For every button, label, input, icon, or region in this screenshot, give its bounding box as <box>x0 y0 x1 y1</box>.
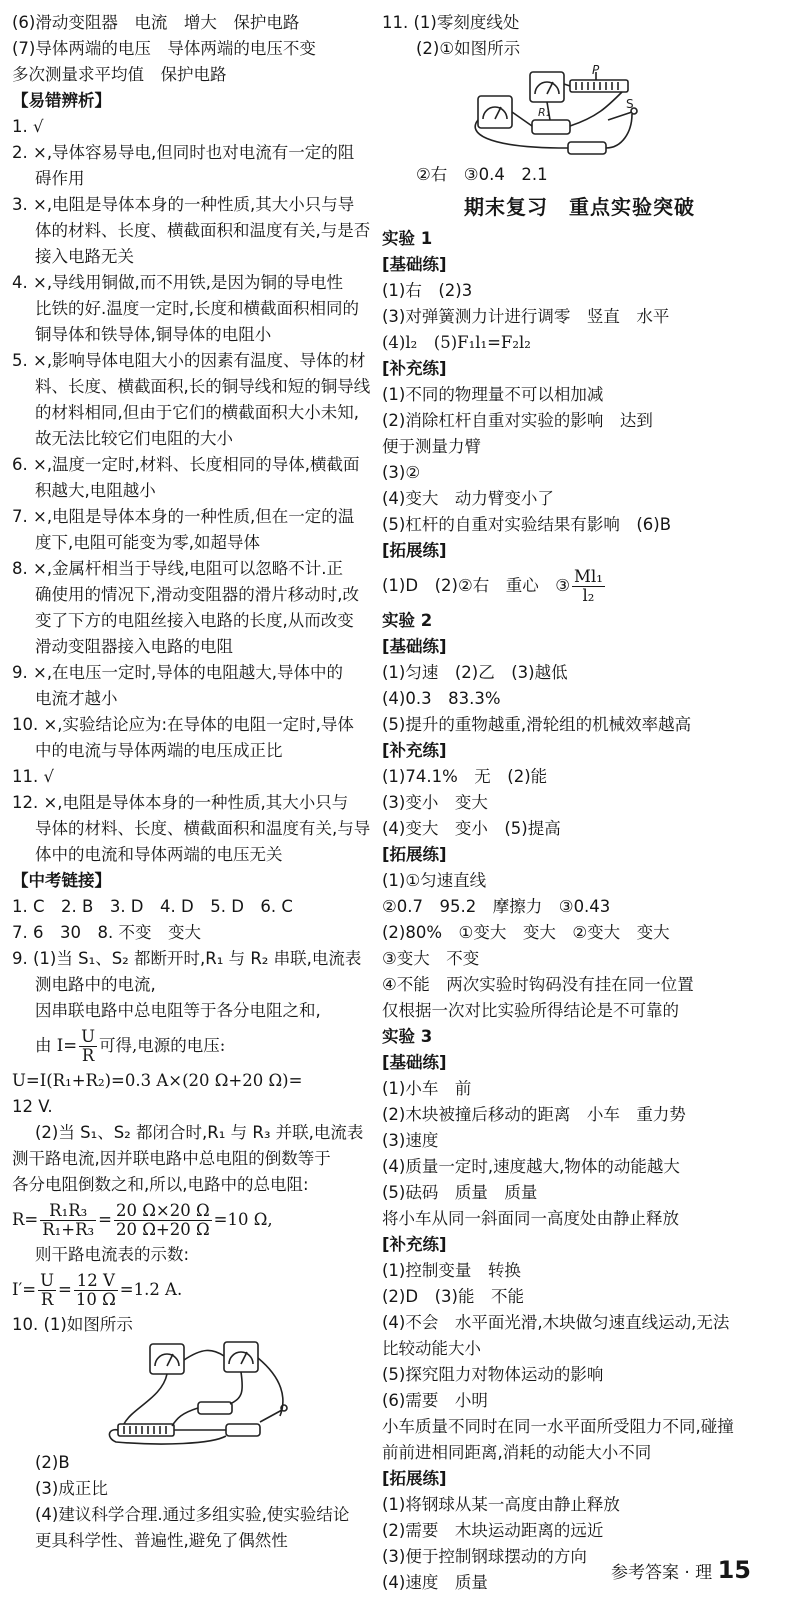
answer-item-cont: (2)B <box>35 1453 70 1472</box>
subsection-heading: [基础练] <box>382 637 447 656</box>
answer-item: 9. (1)当 S₁、S₂ 都断开时,R₁ 与 R₂ 串联,电流表 <box>12 949 362 968</box>
answer-item-cont: 测电路中的电流, <box>35 975 156 994</box>
answer-item: (4)l₂ (5)F₁l₁=F₂l₂ <box>382 333 531 352</box>
answer-item-cont: ②右 ③0.4 2.1 <box>416 165 548 184</box>
answer-item: 7. 6 30 8. 不变 变大 <box>12 923 201 942</box>
answer-item-cont: (4)建议科学合理.通过多组实验,使实验结论 <box>35 1505 350 1524</box>
answer-item: (3)速度 <box>382 1131 439 1150</box>
fraction <box>40 1202 96 1239</box>
answer-item: ③变大 不变 <box>382 949 480 968</box>
formula-text: 可得,电源的电压: <box>99 1036 226 1055</box>
answer-item: 7. ×,电阻是导体本身的一种性质,但在一定的温 <box>12 507 355 526</box>
answer-item: (1)①匀速直线 <box>382 871 487 890</box>
answer-item: (4)0.3 83.3% <box>382 689 501 708</box>
answer-item-cont: 中的电流与导体两端的电压成正比 <box>35 741 283 760</box>
formula-text: R= <box>12 1210 39 1229</box>
answer-item: (4)变大 变小 (5)提高 <box>382 819 561 838</box>
answer-item-cont: 仅根据一次对比实验所得结论是不可靠的 <box>382 1001 679 1020</box>
answer-item: (3)对弹簧测力计进行调零 竖直 水平 <box>382 307 670 326</box>
answer-item: (5)探究阻力对物体运动的影响 <box>382 1365 604 1384</box>
answer-item: (2)D (3)能 不能 <box>382 1287 524 1306</box>
answer-item: 1. C 2. B 3. D 4. D 5. D 6. C <box>12 897 293 916</box>
answer-item: 10. ×,实验结论应为:在导体的电阻一定时,导体 <box>12 715 354 734</box>
answer-item <box>382 564 777 608</box>
answer-item-cont: 小车质量不同时在同一水平面所受阻力不同,碰撞 <box>382 1417 734 1436</box>
fraction-denominator: R <box>40 1290 54 1309</box>
fraction-numerator: R₁R₃ <box>40 1202 96 1221</box>
answer-item: ②0.7 95.2 摩擦力 ③0.43 <box>382 897 611 916</box>
answer-item: (4)速度 质量 <box>382 1573 488 1592</box>
section-heading-error-analysis: 【易错辨析】 <box>12 91 111 110</box>
formula-text: = <box>58 1280 72 1299</box>
section-title: 期末复习 重点实验突破 <box>464 195 695 219</box>
answer-item: (1)将钢球从某一高度由静止释放 <box>382 1495 620 1514</box>
answer-item: (3)② <box>382 463 421 482</box>
circuit-figure-left <box>12 1338 372 1450</box>
fraction-numerator: U <box>40 1271 54 1290</box>
answer-item: (2)需要 木块运动距离的远近 <box>382 1521 604 1540</box>
answer-item-cont: 更具科学性、普遍性,避免了偶然性 <box>35 1531 288 1550</box>
answer-item-cont: 铜导体和铁导体,铜导体的电阻小 <box>35 325 272 344</box>
answer-item-cont: 便于测量力臂 <box>382 437 481 456</box>
figure-label-r1: R₁ <box>538 106 551 119</box>
subsection-heading: [补充练] <box>382 1235 447 1254</box>
fraction-numerator: 12 V <box>74 1272 118 1291</box>
answer-item: 1. √ <box>12 117 44 136</box>
answer-item-cont: 各分电阻倒数之和,所以,电路中的总电阻: <box>12 1175 309 1194</box>
text-line: 多次测量求平均值 保护电路 <box>12 65 227 84</box>
answer-text: (1)D (2)②右 重心 ③ <box>382 576 571 595</box>
answer-item: (1)74.1% 无 (2)能 <box>382 767 548 786</box>
answer-item-cont: 确使用的情况下,滑动变阻器的滑片移动时,改 <box>35 585 359 604</box>
answer-item: 5. ×,影响导体电阻大小的因素有温度、导体的材 <box>12 351 366 370</box>
fraction-denominator: R₁+R₃ <box>42 1220 95 1239</box>
answer-item-cont: 12 V. <box>12 1097 53 1116</box>
answer-item: (2)80% ①变大 变大 ②变大 变大 <box>382 923 670 942</box>
answer-item: (3)便于控制钢球摆动的方向 <box>382 1547 587 1566</box>
circuit-figure-right <box>382 62 777 162</box>
fraction-numerator: Ml₁ <box>574 567 603 586</box>
formula-ohm <box>12 1024 372 1068</box>
circuit-diagram-icon <box>382 62 777 162</box>
subsection-heading: [拓展练] <box>382 1469 447 1488</box>
answer-item-cont: 体的材料、长度、横截面积和温度有关,与是否 <box>35 221 371 240</box>
answer-item-cont: (2)当 S₁、S₂ 都闭合时,R₁ 与 R₃ 并联,电流表 <box>35 1123 364 1142</box>
formula-voltage: U=I(R₁+R₂)=0.3 A×(20 Ω+20 Ω)= <box>12 1071 303 1090</box>
fraction-numerator: U <box>81 1027 95 1046</box>
fraction <box>74 1272 118 1309</box>
section-heading-exam-link: 【中考链接】 <box>12 871 111 890</box>
experiment-heading: 实验 2 <box>382 611 433 630</box>
answer-item: 11. (1)零刻度线处 <box>382 13 520 32</box>
experiment-heading: 实验 3 <box>382 1027 433 1046</box>
answer-item: (2)木块被撞后移动的距离 小车 重力势 <box>382 1105 686 1124</box>
answer-item-cont: 导体的材料、长度、横截面积和温度有关,与导 <box>35 819 371 838</box>
formula-text: 由 I= <box>35 1036 78 1055</box>
formula-resistance <box>12 1198 372 1242</box>
answer-item-cont: 的材料相同,但由于它们的横截面积大小未知, <box>35 403 359 422</box>
answer-item-cont: (3)成正比 <box>35 1479 108 1498</box>
answer-item: (1)匀速 (2)乙 (3)越低 <box>382 663 568 682</box>
text-line: (7)导体两端的电压 导体两端的电压不变 <box>12 39 316 58</box>
fraction <box>114 1202 212 1239</box>
formula-current <box>12 1268 372 1312</box>
subsection-heading: [补充练] <box>382 359 447 378</box>
figure-label-s: S <box>626 97 634 111</box>
fraction <box>572 568 605 605</box>
page-footer <box>611 1557 751 1586</box>
subsection-heading: [基础练] <box>382 255 447 274</box>
fraction-numerator: 20 Ω×20 Ω <box>115 1201 210 1220</box>
answer-item-cont: 前前进相同距离,消耗的动能大小不同 <box>382 1443 652 1462</box>
answer-item: (3)变小 变大 <box>382 793 488 812</box>
answer-item: 4. ×,导线用铜做,而不用铁,是因为铜的导电性 <box>12 273 344 292</box>
answer-item-cont: (2)①如图所示 <box>416 39 521 58</box>
answer-item: (4)变大 动力臂变小了 <box>382 489 554 508</box>
fraction-denominator: 20 Ω+20 Ω <box>115 1220 210 1239</box>
subsection-heading: [补充练] <box>382 741 447 760</box>
answer-item: 3. ×,电阻是导体本身的一种性质,其大小只与导 <box>12 195 355 214</box>
answer-item: (4)质量一定时,速度越大,物体的动能越大 <box>382 1157 680 1176</box>
answer-item: 6. ×,温度一定时,材料、长度相同的导体,横截面 <box>12 455 360 474</box>
subsection-heading: [拓展练] <box>382 845 447 864</box>
answer-item: (1)控制变量 转换 <box>382 1261 521 1280</box>
subsection-heading: [拓展练] <box>382 541 447 560</box>
answer-item: 8. ×,金属杆相当于导线,电阻可以忽略不计.正 <box>12 559 344 578</box>
answer-item: 11. √ <box>12 767 54 786</box>
answer-item: 10. (1)如图所示 <box>12 1315 133 1334</box>
answer-item-cont: 电流才越小 <box>35 689 118 708</box>
answer-item-cont: 接入电路无关 <box>35 247 134 266</box>
fraction-denominator: l₂ <box>582 586 595 605</box>
answer-item: ④不能 两次实验时钩码没有挂在同一位置 <box>382 975 694 994</box>
answer-item-cont: 变了下方的电阻丝接入电路的长度,从而改变 <box>35 611 354 630</box>
formula-text: =1.2 A. <box>119 1280 183 1299</box>
formula-text: I′= <box>12 1280 37 1299</box>
answer-item: (5)砝码 质量 质量 <box>382 1183 538 1202</box>
right-column <box>382 10 777 1596</box>
answer-item: 12. ×,电阻是导体本身的一种性质,其大小只与 <box>12 793 349 812</box>
fraction <box>38 1272 56 1309</box>
answer-item: (2)消除杠杆自重对实验的影响 达到 <box>382 411 653 430</box>
answer-item: 9. ×,在电压一定时,导体的电阻越大,导体中的 <box>12 663 344 682</box>
footer-label: 参考答案 · 理 <box>610 1563 713 1583</box>
answer-item-cont: 碍作用 <box>35 169 85 188</box>
answer-item-cont: 测干路电流,因并联电路中总电阻的倒数等于 <box>12 1149 331 1168</box>
answer-item-cont: 料、长度、横截面积,长的铜导线和短的铜导线 <box>35 377 371 396</box>
answer-item-cont: 故无法比较它们电阻的大小 <box>35 429 233 448</box>
answer-item-cont: 比铁的好.温度一定时,长度和横截面积相同的 <box>35 299 359 318</box>
circuit-diagram-icon <box>12 1338 372 1450</box>
figure-label-p: P <box>592 63 600 77</box>
answer-item-cont: 则干路电流表的示数: <box>35 1245 190 1264</box>
answer-item: (5)提升的重物越重,滑轮组的机械效率越高 <box>382 715 692 734</box>
answer-item-cont: 因串联电路中总电阻等于各分电阻之和, <box>35 1001 321 1020</box>
fraction <box>79 1028 97 1065</box>
answer-item: (1)不同的物理量不可以相加减 <box>382 385 604 404</box>
answer-item: (4)不会 水平面光滑,木块做匀速直线运动,无法 <box>382 1313 730 1332</box>
answer-item-cont: 滑动变阻器接入电路的电阻 <box>35 637 233 656</box>
answer-item-cont: 积越大,电阻越小 <box>35 481 156 500</box>
answer-item-cont: 度下,电阻可能变为零,如超导体 <box>35 533 260 552</box>
answer-item: 2. ×,导体容易导电,但同时也对电流有一定的阻 <box>12 143 355 162</box>
answer-item-cont: 比较动能大小 <box>382 1339 481 1358</box>
answer-item-cont: 体中的电流和导体两端的电压无关 <box>35 845 283 864</box>
page-number: 15 <box>717 1556 751 1584</box>
fraction-denominator: R <box>81 1046 95 1065</box>
experiment-heading: 实验 1 <box>382 229 433 248</box>
left-column <box>12 10 372 1554</box>
answer-item-cont: 将小车从同一斜面同一高度处由静止释放 <box>382 1209 679 1228</box>
answer-item: (6)需要 小明 <box>382 1391 488 1410</box>
answer-item: (1)右 (2)3 <box>382 281 473 300</box>
subsection-heading: [基础练] <box>382 1053 447 1072</box>
formula-text: = <box>98 1210 112 1229</box>
fraction-denominator: 10 Ω <box>75 1290 116 1309</box>
answer-item: (1)小车 前 <box>382 1079 472 1098</box>
formula-text: =10 Ω, <box>213 1210 273 1229</box>
answer-item: (5)杠杆的自重对实验结果有影响 (6)B <box>382 515 672 534</box>
text-line: (6)滑动变阻器 电流 增大 保护电路 <box>12 13 300 32</box>
